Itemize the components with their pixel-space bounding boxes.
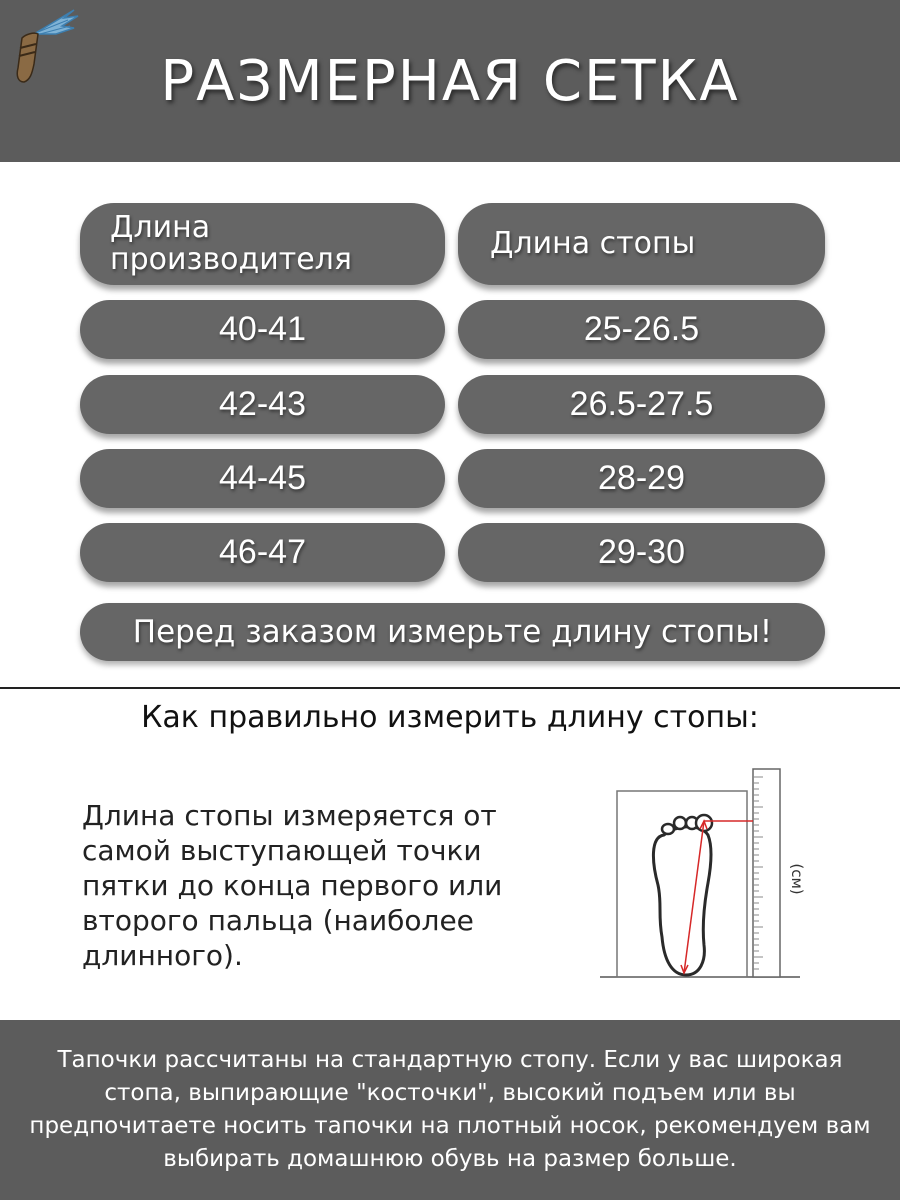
foot-length-cell: 28-29 [458,449,825,508]
foot-measurement-diagram [600,765,810,985]
column-header-foot-length [458,203,825,285]
ruler-icon [753,769,780,977]
footer-text: Тапочки рассчитаны на стандартную стопу. Если у вас широкая стопа, выпирающие "косточки", высокий подъем или вы предпочитаете носить тапочки на плотный носок, рекомендуем вам выбирать домашнюю обувь на размер больше. [29,1047,871,1172]
unit-label: (см) [788,863,806,895]
foot-length-cell: 26.5-27.5 [458,375,825,434]
header-banner [0,0,900,162]
footer-banner [0,1020,900,1200]
section-divider [0,687,900,689]
measure-notice: Перед заказом измерьте длину стопы! [80,603,825,661]
page-title: РАЗМЕРНАЯ СЕТКА [160,48,740,114]
column-header-manufacturer-size [80,203,445,285]
howto-title: Как правильно измерить длину стопы: [141,700,759,735]
size-cell: 40-41 [80,300,445,359]
column-header-label: Длина производителя [110,210,352,277]
howto-description: Длина стопы измеряется от самой выступающей точки пятки до конца первого или второго пальца (наиболее длинного). [82,799,503,972]
foot-icon [653,815,712,975]
size-cell: 46-47 [80,523,445,582]
foot-length-cell: 25-26.5 [458,300,825,359]
column-header-label: Длина стопы [490,226,696,261]
size-cell: 42-43 [80,375,445,434]
foot-length-cell: 29-30 [458,523,825,582]
size-cell: 44-45 [80,449,445,508]
